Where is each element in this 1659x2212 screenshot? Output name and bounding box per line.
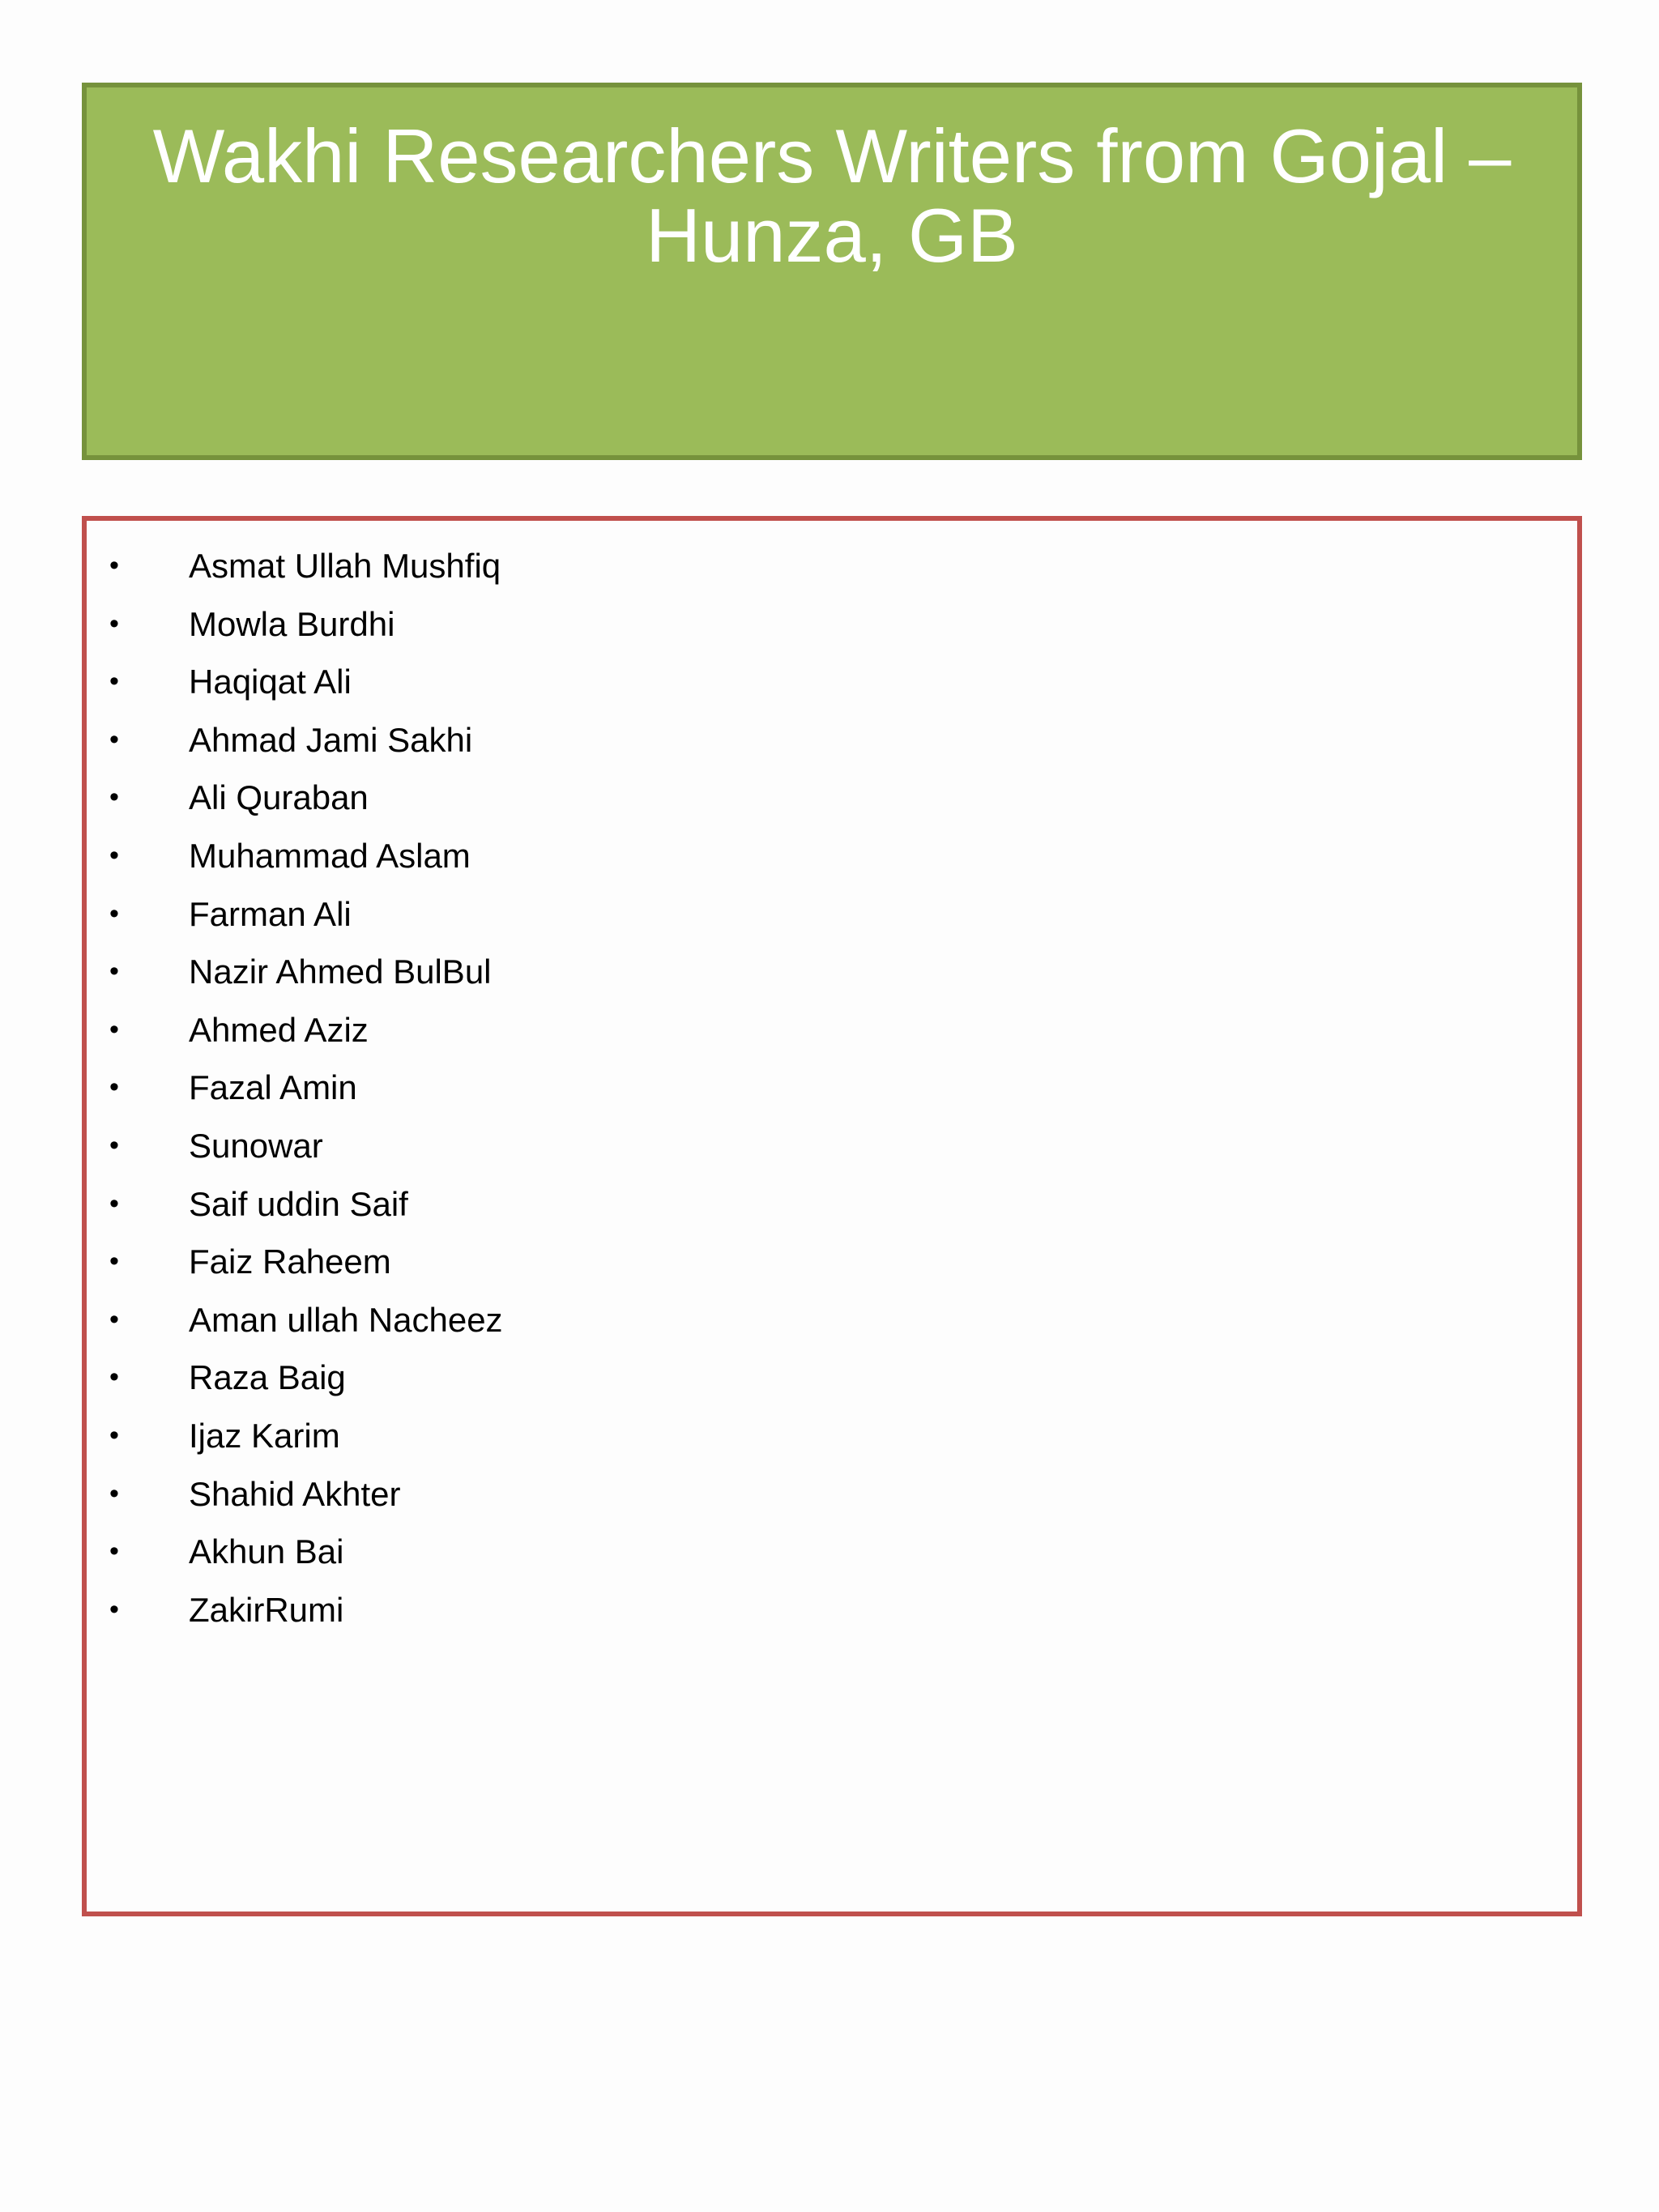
bullet-icon: •: [109, 1362, 119, 1393]
bullet-icon: •: [109, 782, 119, 813]
writer-name: Mowla Burdhi: [189, 604, 395, 643]
writer-name: Haqiqat Ali: [189, 663, 352, 701]
list-item: [87, 595, 1577, 654]
bullet-icon: •: [109, 1477, 119, 1509]
bullet-icon: •: [109, 1072, 119, 1103]
list-item: [87, 1001, 1577, 1059]
writer-name: Faiz Raheem: [189, 1242, 391, 1281]
bullet-icon: •: [109, 1129, 119, 1161]
writer-name: Fazal Amin: [189, 1068, 357, 1107]
names-list: [87, 521, 1577, 1639]
writer-name: Nazir Ahmed BulBul: [189, 953, 492, 991]
bullet-icon: •: [109, 1246, 119, 1277]
writer-name: Ahmad Jami Sakhi: [189, 720, 473, 759]
writer-name: Asmat Ullah Mushfiq: [189, 547, 501, 585]
bullet-icon: •: [109, 956, 119, 987]
names-list-box: [82, 516, 1582, 1916]
title-box: [82, 83, 1582, 460]
writer-name: Sunowar: [189, 1126, 323, 1165]
list-item: [87, 827, 1577, 885]
bullet-icon: •: [109, 723, 119, 755]
writer-name: Ali Quraban: [189, 778, 369, 817]
list-item: [87, 711, 1577, 769]
writer-name: Aman ullah Nacheez: [189, 1300, 503, 1339]
list-item: [87, 1465, 1577, 1524]
list-item: [87, 1175, 1577, 1234]
writer-name: Shahid Akhter: [189, 1474, 401, 1513]
bullet-icon: •: [109, 1303, 119, 1335]
writer-name: Ijaz Karim: [189, 1416, 340, 1455]
list-item: [87, 1059, 1577, 1117]
list-item: [87, 1523, 1577, 1581]
list-item: [87, 1117, 1577, 1175]
page-title: Wakhi Researchers Writers from Gojal – Hunza, GB: [152, 113, 1512, 278]
list-item: [87, 1291, 1577, 1349]
writer-name: ZakirRumi: [189, 1590, 344, 1629]
bullet-icon: •: [109, 607, 119, 639]
list-item: [87, 1581, 1577, 1639]
list-item: [87, 1407, 1577, 1465]
bullet-icon: •: [109, 1593, 119, 1625]
bullet-icon: •: [109, 1536, 119, 1567]
bullet-icon: •: [109, 666, 119, 697]
writer-name: Ahmed Aziz: [189, 1010, 369, 1049]
bullet-icon: •: [109, 839, 119, 871]
list-item: [87, 653, 1577, 711]
list-item: [87, 885, 1577, 944]
bullet-icon: •: [109, 550, 119, 581]
writer-name: Muhammad Aslam: [189, 836, 471, 875]
list-item: [87, 943, 1577, 1001]
writer-name: Farman Ali: [189, 894, 352, 933]
bullet-icon: •: [109, 1013, 119, 1045]
writer-name: Akhun Bai: [189, 1532, 344, 1571]
list-item: [87, 769, 1577, 827]
bullet-icon: •: [109, 1187, 119, 1219]
list-item: [87, 1233, 1577, 1291]
list-item: [87, 1349, 1577, 1407]
bullet-icon: •: [109, 897, 119, 929]
writer-name: Saif uddin Saif: [189, 1184, 408, 1223]
bullet-icon: •: [109, 1419, 119, 1451]
writer-name: Raza Baig: [189, 1358, 346, 1397]
list-item: [87, 537, 1577, 595]
